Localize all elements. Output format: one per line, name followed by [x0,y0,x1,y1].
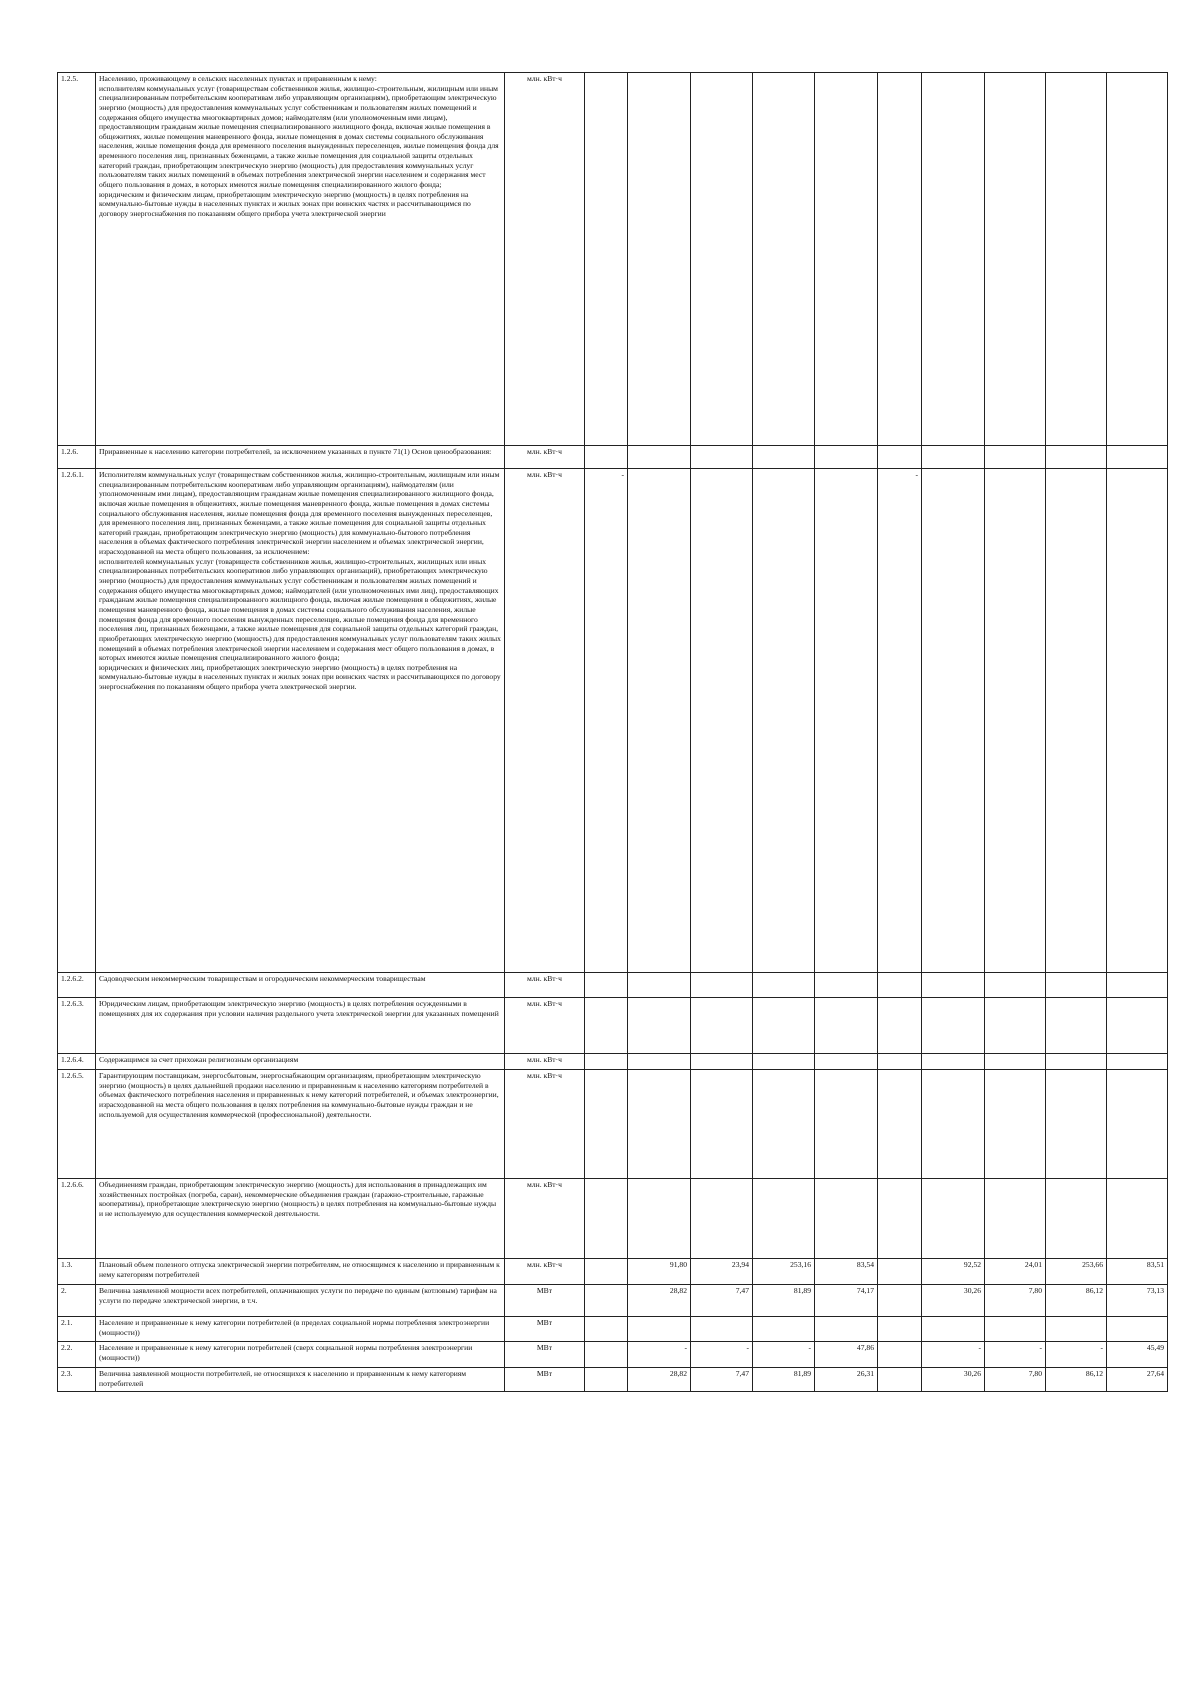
value-cell: 81,89 [753,1285,815,1317]
value-cell [691,1054,753,1070]
value-cell [585,1054,628,1070]
table-row [58,1317,1168,1342]
value-cell: - [985,1342,1046,1368]
value-cell: 253,16 [753,1259,815,1285]
value-cell: - [585,469,628,973]
value-cell [753,1317,815,1342]
value-cell [628,1179,691,1259]
value-cell [922,1070,985,1179]
row-description: Населению, проживающему в сельских населенных пунктах и приравненным к нему: исполнителям коммунальных услуг (товариществам собственников жилья, жилищно-строительным, жилищным или иным специализированным потребительским кооперативам либо управляющим организациям), приобретающим электрическую энергию (мощность) для предоставления коммунальных услуг собственникам и пользователям жилых помещений и содержания общего имущества многоквартирных домов; наймодателям (или уполномоченным ими лицам), предоставляющим гражданам жилые помещения специализированного жилищного фонда, включая жилые помещения в общежитиях, жилые помещения маневренного фонда, жилые помещения в домах системы социального обслуживания населения, жилые помещения фонда для временного поселения вынужденных переселенцев, жилые помещения фонда для временного поселения лиц, признанных беженцами, а также жилые помещения для социальной защиты отдельных категорий граждан, приобретающим электрическую энергию (мощность) для предоставления коммунальных услуг пользователям таких жилых помещений в объемах потребления электрической энергии населением и содержания мест общего пользования в домах, в которых имеются жилые помещения специализированного жилого фонда; юридическим и физическим лицам, приобретающим электрическую энергию (мощность) в целях потребления на коммунально-бытовые нужды в населенных пунктах и жилых зонах при воинских частях и рассчитывающимся по договору энергоснабжения по показаниям общего прибора учета электрической энергии [96,73,505,446]
value-cell [815,446,878,469]
row-number: 1.2.6.6. [58,1179,96,1259]
table-row [58,1368,1168,1392]
value-cell: 23,94 [691,1259,753,1285]
value-cell [628,973,691,998]
value-cell [1046,1179,1107,1259]
value-cell [1107,1179,1168,1259]
row-unit: млн. кВт·ч [505,73,585,446]
value-cell [1046,73,1107,446]
value-cell [753,1070,815,1179]
table-row [58,1179,1168,1259]
value-cell: 7,47 [691,1285,753,1317]
value-cell [878,1179,922,1259]
value-cell [878,1070,922,1179]
value-cell [628,1317,691,1342]
value-cell [691,973,753,998]
value-cell [1046,1317,1107,1342]
value-cell [585,73,628,446]
value-cell [815,1179,878,1259]
row-number: 1.2.6.1. [58,469,96,973]
row-description: Величина заявленной мощности потребителей, не относящихся к населению и приравненным к нему категориям потребителей [96,1368,505,1392]
value-cell: 83,51 [1107,1259,1168,1285]
value-cell [815,469,878,973]
value-cell [878,446,922,469]
value-cell [691,1070,753,1179]
value-cell [585,1342,628,1368]
value-cell: 86,12 [1046,1368,1107,1392]
row-unit: млн. кВт·ч [505,446,585,469]
table-row [58,1070,1168,1179]
value-cell [585,973,628,998]
value-cell [878,1054,922,1070]
value-cell [985,469,1046,973]
value-cell [815,1070,878,1179]
value-cell [753,998,815,1054]
row-number: 1.3. [58,1259,96,1285]
row-description: Объединениям граждан, приобретающим электрическую энергию (мощность) для использования в принадлежащих им хозяйственных постройках (погреба, сараи), некоммерческие объединения граждан (гаражно-строительные, гаражные кооперативы), приобретающие электрическую энергию (мощность) в целях потребления на коммунально-бытовые нужды и не используемую для осуществления коммерческой деятельности. [96,1179,505,1259]
value-cell [815,973,878,998]
value-cell [628,1054,691,1070]
row-number: 1.2.6.3. [58,998,96,1054]
value-cell [878,1368,922,1392]
value-cell [1107,1054,1168,1070]
row-description: Приравненные к населению категории потребителей, за исключением указанных в пункте 71(1) Основ ценообразования: [96,446,505,469]
value-cell: - [691,1342,753,1368]
value-cell [1046,1070,1107,1179]
value-cell [1107,998,1168,1054]
value-cell [815,1054,878,1070]
value-cell: 7,47 [691,1368,753,1392]
value-cell [878,1342,922,1368]
value-cell: 45,49 [1107,1342,1168,1368]
value-cell [922,469,985,973]
value-cell [878,1285,922,1317]
value-cell: 73,13 [1107,1285,1168,1317]
row-number: 1.2.6.5. [58,1070,96,1179]
value-cell: 47,86 [815,1342,878,1368]
row-unit: млн. кВт·ч [505,469,585,973]
value-cell [753,446,815,469]
value-cell [985,1070,1046,1179]
table-row [58,446,1168,469]
value-cell [691,73,753,446]
value-cell: 28,82 [628,1285,691,1317]
value-cell [1107,1317,1168,1342]
table-body [58,73,1168,1392]
value-cell: 7,80 [985,1368,1046,1392]
value-cell [691,1179,753,1259]
value-cell [985,1317,1046,1342]
row-unit: млн. кВт·ч [505,1259,585,1285]
value-cell [753,469,815,973]
table-row [58,469,1168,973]
value-cell: 24,01 [985,1259,1046,1285]
value-cell [753,973,815,998]
row-number: 2.2. [58,1342,96,1368]
value-cell [815,73,878,446]
value-cell [922,1179,985,1259]
row-number: 1.2.6.2. [58,973,96,998]
value-cell [628,73,691,446]
value-cell [585,1179,628,1259]
value-cell: 92,52 [922,1259,985,1285]
row-description: Население и приравненные к нему категории потребителей (в пределах социальной нормы потребления электроэнергии (мощности)) [96,1317,505,1342]
value-cell [985,1179,1046,1259]
value-cell: 253,66 [1046,1259,1107,1285]
value-cell: 7,80 [985,1285,1046,1317]
value-cell [585,446,628,469]
row-number: 1.2.6. [58,446,96,469]
value-cell [878,1317,922,1342]
row-number: 2.1. [58,1317,96,1342]
value-cell [628,998,691,1054]
row-unit: МВт [505,1285,585,1317]
value-cell: - [922,1342,985,1368]
value-cell: 26,31 [815,1368,878,1392]
value-cell [985,998,1046,1054]
value-cell [878,73,922,446]
value-cell [1046,469,1107,973]
value-cell: 30,26 [922,1368,985,1392]
value-cell: - [878,469,922,973]
value-cell [985,73,1046,446]
value-cell [878,998,922,1054]
table-row [58,73,1168,446]
row-unit: МВт [505,1342,585,1368]
value-cell [753,73,815,446]
row-unit: млн. кВт·ч [505,1070,585,1179]
row-unit: млн. кВт·ч [505,998,585,1054]
value-cell [985,1054,1046,1070]
value-cell [585,1317,628,1342]
table-row [58,998,1168,1054]
value-cell: 81,89 [753,1368,815,1392]
row-description: Содержащимся за счет прихожан религиозным организациям [96,1054,505,1070]
row-number: 1.2.6.4. [58,1054,96,1070]
value-cell [1107,1070,1168,1179]
value-cell [922,998,985,1054]
value-cell [815,1317,878,1342]
value-cell [628,446,691,469]
value-cell [691,446,753,469]
value-cell [585,1259,628,1285]
value-cell [585,1368,628,1392]
value-cell [691,998,753,1054]
value-cell: 28,82 [628,1368,691,1392]
value-cell [1107,446,1168,469]
value-cell [753,1054,815,1070]
value-cell [1046,973,1107,998]
value-cell [628,1070,691,1179]
value-cell [1046,1054,1107,1070]
value-cell [585,1070,628,1179]
row-description: Садоводческим некоммерческим товариществам и огородническим некоммерческим товариществам [96,973,505,998]
value-cell [1046,998,1107,1054]
row-description: Население и приравненные к нему категории потребителей (сверх социальной нормы потребления электроэнергии (мощности)) [96,1342,505,1368]
value-cell [691,1317,753,1342]
table-row [58,1285,1168,1317]
table-row [58,1054,1168,1070]
row-unit: МВт [505,1317,585,1342]
value-cell [878,973,922,998]
value-cell [922,973,985,998]
value-cell: - [1046,1342,1107,1368]
value-cell [922,1317,985,1342]
value-cell [753,1179,815,1259]
value-cell: - [628,1342,691,1368]
table-row [58,1259,1168,1285]
row-description: Юридическим лицам, приобретающим электрическую энергию (мощность) в целях потребления осужденными в помещениях для их содержания при условии наличия раздельного учета электрической энергии для указанных помещений [96,998,505,1054]
value-cell [1107,469,1168,973]
value-cell: 30,26 [922,1285,985,1317]
tariff-data-table [57,72,1168,1392]
value-cell [878,1259,922,1285]
value-cell [815,998,878,1054]
value-cell [1107,73,1168,446]
value-cell [1107,973,1168,998]
row-unit: млн. кВт·ч [505,1054,585,1070]
row-description: Исполнителям коммунальных услуг (товариществам собственников жилья, жилищно-строительным, жилищным или иным специализированным потребительским кооперативам либо управляющим организациям), наймодателям (или уполномоченным ими лицам), предоставляющим гражданам жилые помещения специализированного жилищного фонда, включая жилые помещения в общежитиях, жилые помещения маневренного фонда, жилые помещения в домах системы социального обслуживания населения, жилые помещения фонда для временного поселения вынужденных переселенцев, для временного поселения лиц, признанных беженцами, а также жилые помещения для социальной защиты отдельных категорий граждан, приобретающим электрическую энергию (мощность) для коммунально-бытового потребления населения в объемах фактического потребления электрической энергии населением и объемах электрической энергии, израсходованной на места общего пользования, за исключением: исполнителей коммунальных услуг (товариществ собственников жилья, жилищно-строительных, жилищных или иных специализированных потребительских кооперативов либо управляющих организаций), приобретающих электрическую энергию (мощность) для предоставления коммунальных услуг собственникам и пользователям жилых помещений и содержания общего имущества многоквартирных домов; наймодателей (или уполномоченных ими лиц), предоставляющих гражданам жилые помещения специализированного жилищного фонда, включая жилые помещения в общежитиях, жилые помещения маневренного фонда, жилые помещения в домах системы социального обслуживания населения, жилые помещения фонда для временного поселения вынужденных переселенцев, жилые помещения фонда для временного поселения лиц, признанных беженцами, а также жилые помещения для социальной защиты отдельных категорий граждан, приобретающих электрическую энергию (мощность) для предоставления коммунальных услуг пользователям таких жилых помещений в объемах потребления электрической энергии населением и содержания мест общего пользования в домах, в которых имеются жилые помещения специализированного жилого фонда; юридических и физических лиц, приобретающих электрическую энергию (мощность) в целях потребления на коммунально-бытовые нужды в населенных пунктах и жилых зонах при воинских частях и рассчитывающихся по договору энергоснабжения по показаниям общего прибора учета электрической энергии. [96,469,505,973]
value-cell [985,446,1046,469]
table-row [58,1342,1168,1368]
row-unit: млн. кВт·ч [505,1179,585,1259]
value-cell [922,446,985,469]
row-number: 2. [58,1285,96,1317]
value-cell [585,998,628,1054]
row-description: Плановый объем полезного отпуска электрической энергии потребителям, не относящимся к населению и приравненным к нему категориям потребителей [96,1259,505,1285]
row-unit: МВт [505,1368,585,1392]
value-cell [985,973,1046,998]
value-cell: 91,80 [628,1259,691,1285]
row-description: Величина заявленной мощности всех потребителей, оплачивающих услуги по передаче по единым (котловым) тарифам на услуги по передаче электрической энергии, в т.ч. [96,1285,505,1317]
value-cell: - [753,1342,815,1368]
value-cell: 83,54 [815,1259,878,1285]
row-number: 1.2.5. [58,73,96,446]
value-cell [1046,446,1107,469]
row-description: Гарантирующим поставщикам, энергосбытовым, энергоснабжающим организациям, приобретающим электрическую энергию (мощность) в целях дальнейшей продажи населению и приравненным к населению категориям потребителей в объемах фактического потребления населения и приравненных к нему категорий потребителей, и объемах электроэнергии, израсходованной на места общего пользования в целях потребления на коммунально-бытовые нужды граждан и не используемой для осуществления коммерческой (профессиональной) деятельности. [96,1070,505,1179]
value-cell [691,469,753,973]
table-row [58,973,1168,998]
value-cell: 74,17 [815,1285,878,1317]
value-cell: 86,12 [1046,1285,1107,1317]
row-unit: млн. кВт·ч [505,973,585,998]
value-cell [922,73,985,446]
value-cell [628,469,691,973]
value-cell [585,1285,628,1317]
value-cell: 27,64 [1107,1368,1168,1392]
value-cell [922,1054,985,1070]
row-number: 2.3. [58,1368,96,1392]
